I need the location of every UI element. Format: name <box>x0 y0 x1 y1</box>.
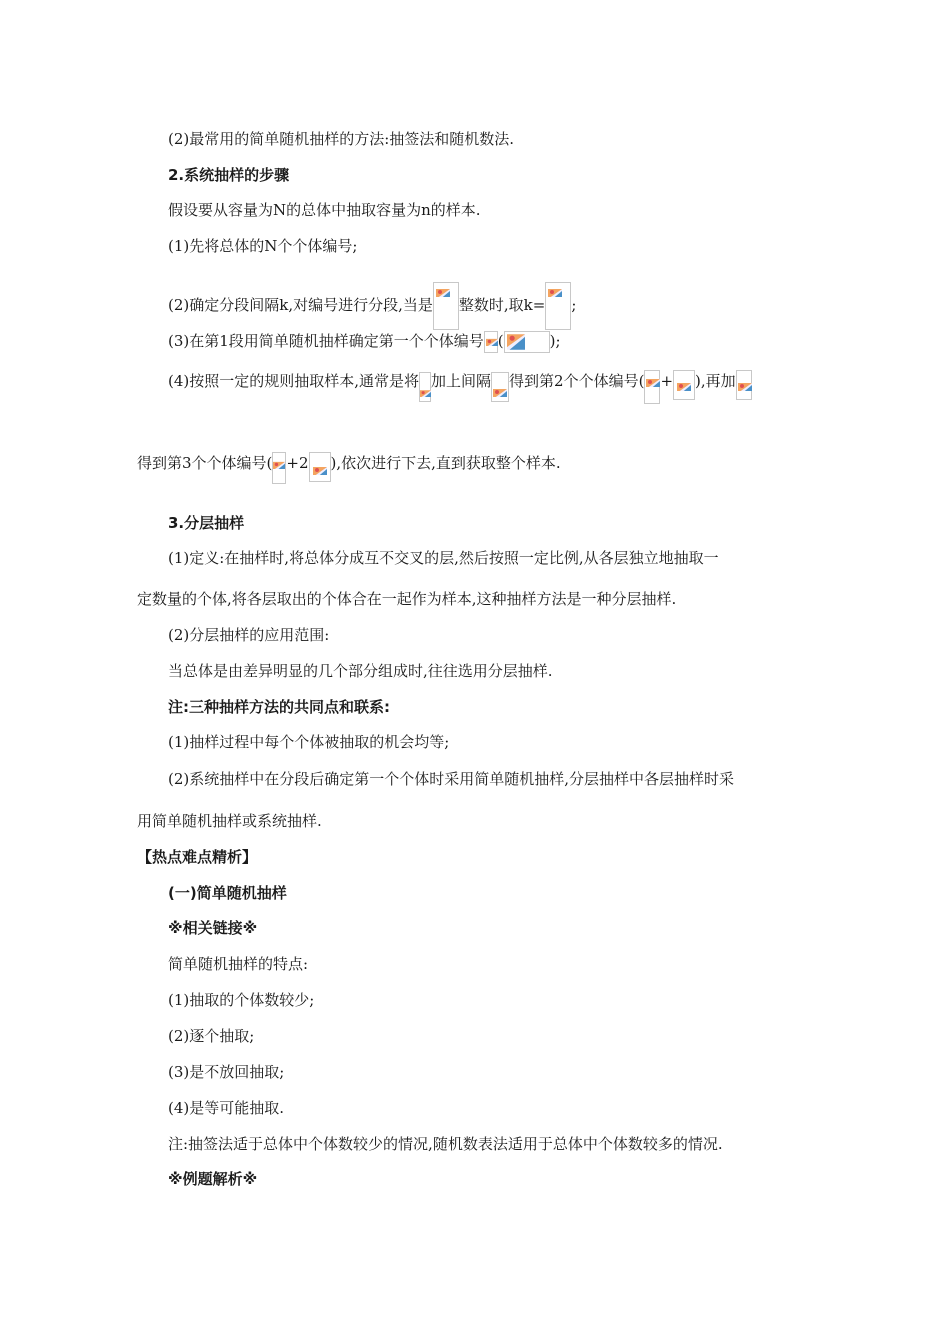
features-note: 注:抽签法适于总体中个体数较少的情况,随机数表法适用于总体中个体数较多的情况. <box>168 1135 723 1153</box>
step-4 <box>168 370 752 404</box>
step-4-text-e: ),再加 <box>695 372 736 390</box>
definition-line-2: 定数量的个体,将各层取出的个体合在一起作为样本,这种抽样方法是一种分层抽样. <box>137 590 677 608</box>
step-4-cont-text-c: ),依次进行下去,直到获取整个样本. <box>330 454 561 472</box>
application-scope: (2)分层抽样的应用范围: <box>168 626 330 644</box>
paragraph-srs-methods: (2)最常用的简单随机抽样的方法:抽签法和随机数法. <box>168 130 515 148</box>
feature-3: (3)是不放回抽取; <box>168 1063 285 1081</box>
paragraph-assumption: 假设要从容量为N的总体中抽取容量为n的样本. <box>168 201 481 219</box>
broken-image-icon <box>309 452 331 482</box>
step-3-text-b: ( <box>497 332 504 350</box>
feature-1: (1)抽取的个体数较少; <box>168 991 315 1009</box>
step-4-text-b: 加上间隔 <box>431 372 492 390</box>
note-point-2-line-2: 用简单随机抽样或系统抽样. <box>137 812 322 830</box>
heading-systematic-sampling: 2.系统抽样的步骤 <box>168 166 290 184</box>
definition-line-1: (1)定义:在抽样时,将总体分成互不交叉的层,然后按照一定比例,从各层独立地抽取一 <box>168 549 719 567</box>
hot-topics-heading: 【热点难点精析】 <box>137 848 258 866</box>
step-1: (1)先将总体的N个个体编号; <box>168 237 358 255</box>
broken-image-icon <box>491 372 509 402</box>
example-analysis-heading: ※例题解析※ <box>168 1170 258 1188</box>
broken-image-icon <box>673 370 695 400</box>
broken-image-icon <box>419 372 431 402</box>
feature-2: (2)逐个抽取; <box>168 1027 255 1045</box>
step-2-text-b: 整数时,取k= <box>458 296 546 314</box>
features-intro: 简单随机抽样的特点: <box>168 955 309 973</box>
step-4-cont-text-b: +2 <box>286 454 309 472</box>
step-3-text-a: (3)在第1段用简单随机抽样确定第一个个体编号 <box>168 332 484 350</box>
note-point-1: (1)抽样过程中每个个体被抽取的机会均等; <box>168 733 450 751</box>
step-2 <box>168 282 576 330</box>
step-4-text-c: 得到第2个个体编号( <box>509 372 645 390</box>
heading-stratified-sampling: 3.分层抽样 <box>168 514 245 532</box>
broken-image-icon <box>272 452 286 484</box>
application-detail: 当总体是由差异明显的几个部分组成时,往往选用分层抽样. <box>168 662 553 680</box>
note-heading: 注:三种抽样方法的共同点和联系: <box>168 698 390 716</box>
related-links-heading: ※相关链接※ <box>168 919 258 937</box>
subheading-simple-random: (一)简单随机抽样 <box>168 884 287 902</box>
step-4-cont-text-a: 得到第3个个体编号( <box>137 454 273 472</box>
broken-image-icon <box>644 370 660 404</box>
step-3-text-c: ); <box>549 332 561 350</box>
step-4-text-d: + <box>660 372 674 390</box>
note-point-2-line-1: (2)系统抽样中在分段后确定第一个个体时采用简单随机抽样,分层抽样中各层抽样时采 <box>168 770 735 788</box>
broken-image-icon <box>433 282 459 330</box>
step-3 <box>168 330 561 353</box>
broken-image-icon <box>545 282 571 330</box>
step-2-text-c: ; <box>571 296 577 314</box>
broken-image-icon <box>736 370 752 400</box>
feature-4: (4)是等可能抽取. <box>168 1099 285 1117</box>
step-4-continued <box>137 452 561 484</box>
broken-image-icon <box>484 331 498 353</box>
step-4-text-a: (4)按照一定的规则抽取样本,通常是将 <box>168 372 420 390</box>
broken-image-icon <box>504 331 550 353</box>
step-2-text-a: (2)确定分段间隔k,对编号进行分段,当是 <box>168 296 433 314</box>
